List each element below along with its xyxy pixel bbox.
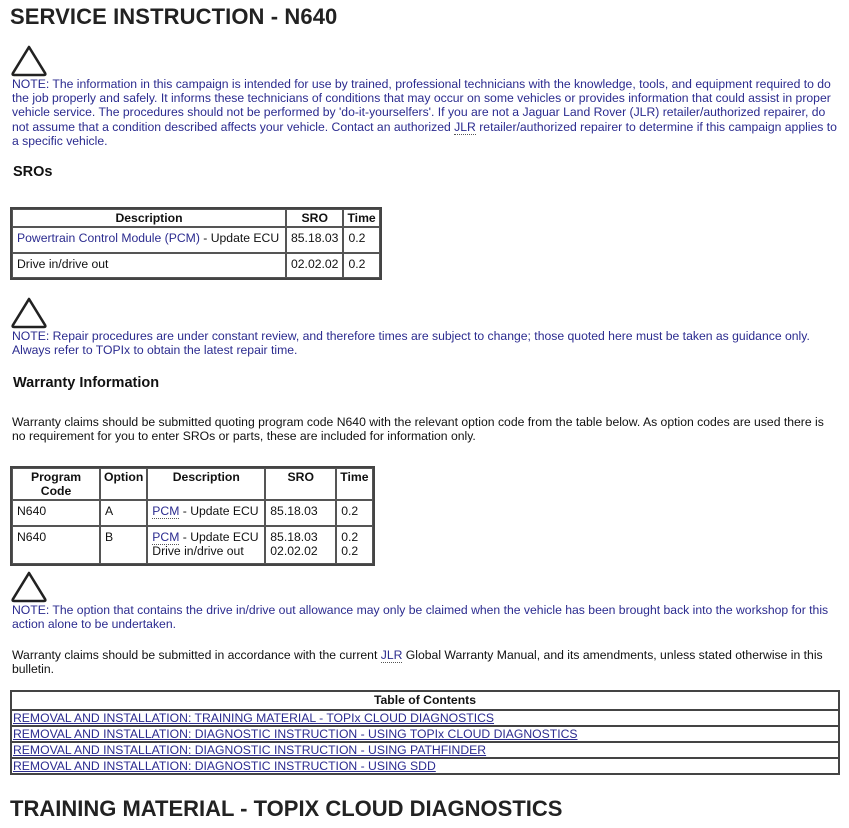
table-of-contents xyxy=(10,690,840,775)
page-title: SERVICE INSTRUCTION - N640 xyxy=(10,4,338,29)
toc-link-pathfinder[interactable]: REMOVAL AND INSTALLATION: DIAGNOSTIC INSTRUCTION - USING PATHFINDER xyxy=(13,743,487,757)
note-drive-in-out: NOTE: The option that contains the drive in/drive out allowance may only be claimed when the vehicle has been brought back into the workshop for this action alone to be undertaken. xyxy=(12,603,829,632)
warning-triangle-icon xyxy=(11,297,47,329)
toc-heading: Table of Contents xyxy=(12,692,838,711)
toc-link-training-material[interactable]: REMOVAL AND INSTALLATION: TRAINING MATERIAL - TOPIx CLOUD DIAGNOSTICS xyxy=(13,711,495,725)
sro-table xyxy=(10,207,382,280)
table-row: Drive in/drive out 02.02.02 0.2 xyxy=(12,253,380,278)
warranty-heading: Warranty Information xyxy=(13,375,160,391)
note-repair-times: NOTE: Repair procedures are under constant review, and therefore times are subject to change; those quoted here must be taken as guidance only. Always refer to TOPIx to obtain the latest repair time. xyxy=(12,329,810,358)
toc-link-topix-cloud[interactable]: REMOVAL AND INSTALLATION: DIAGNOSTIC INSTRUCTION - USING TOPIx CLOUD DIAGNOSTICS xyxy=(13,727,578,741)
jlr-abbr: JLR xyxy=(454,119,476,134)
table-row: N640 A PCM - Update ECU 85.18.03 0.2 xyxy=(12,500,373,526)
sros-heading: SROs xyxy=(13,164,53,180)
warranty-table: Program Code Option Description SRO Time N640 A PCM - Update ECU 85.18.03 0.2 N640 B PCM - Update ECU Drive in/drive out 85.18.03 02.02.02 0.2 0.2 xyxy=(10,466,375,566)
toc-link-sdd[interactable]: REMOVAL AND INSTALLATION: DIAGNOSTIC INSTRUCTION - USING SDD xyxy=(13,759,436,773)
table-row: Powertrain Control Module (PCM) - Update ECU 85.18.03 0.2 xyxy=(12,227,380,253)
section-heading-training-material: TRAINING MATERIAL - TOPIX CLOUD DIAGNOSTICS xyxy=(10,796,563,821)
pcm-link[interactable]: Powertrain Control Module (PCM) xyxy=(17,231,200,245)
table-row: N640 B PCM - Update ECU Drive in/drive out 85.18.03 02.02.02 0.2 0.2 xyxy=(12,526,373,564)
warranty-intro: Warranty claims should be submitted quoting program code N640 with the relevant option code from the table below. As option codes are used there is no requirement for you to enter SROs or parts, these are included for information only. xyxy=(12,415,824,444)
pcm-abbr: PCM xyxy=(152,504,180,518)
warning-triangle-icon xyxy=(11,45,47,77)
note-campaign-info: NOTE: The information in this campaign is intended for use by trained, professional technicians with the knowledge, tools, and equipment required to do the job properly and safely. It informs these technicians of conditions that may occur on some vehicles or provides information that could assist in proper vehicle service. The procedures should not be performed by 'do-it-yourselfers'. If you are not a Jaguar Land Rover (JLR) retailer/authorized repairer, do not assume that a condition described affects your vehicle. Contact an authorized JLR retailer/authorized repairer to determine if this campaign applies to a specific vehicle. xyxy=(12,77,837,148)
pcm-abbr: PCM xyxy=(152,530,180,544)
warning-triangle-icon xyxy=(11,571,47,603)
warranty-manual-text: Warranty claims should be submitted in accordance with the current JLR Global Warranty Manual, and its amendments, unless stated otherwise in this bulletin. xyxy=(12,648,823,677)
col-sro: SRO xyxy=(286,209,343,227)
jlr-abbr: JLR xyxy=(380,648,403,662)
col-time: Time xyxy=(343,209,379,227)
col-description: Description xyxy=(12,209,286,227)
